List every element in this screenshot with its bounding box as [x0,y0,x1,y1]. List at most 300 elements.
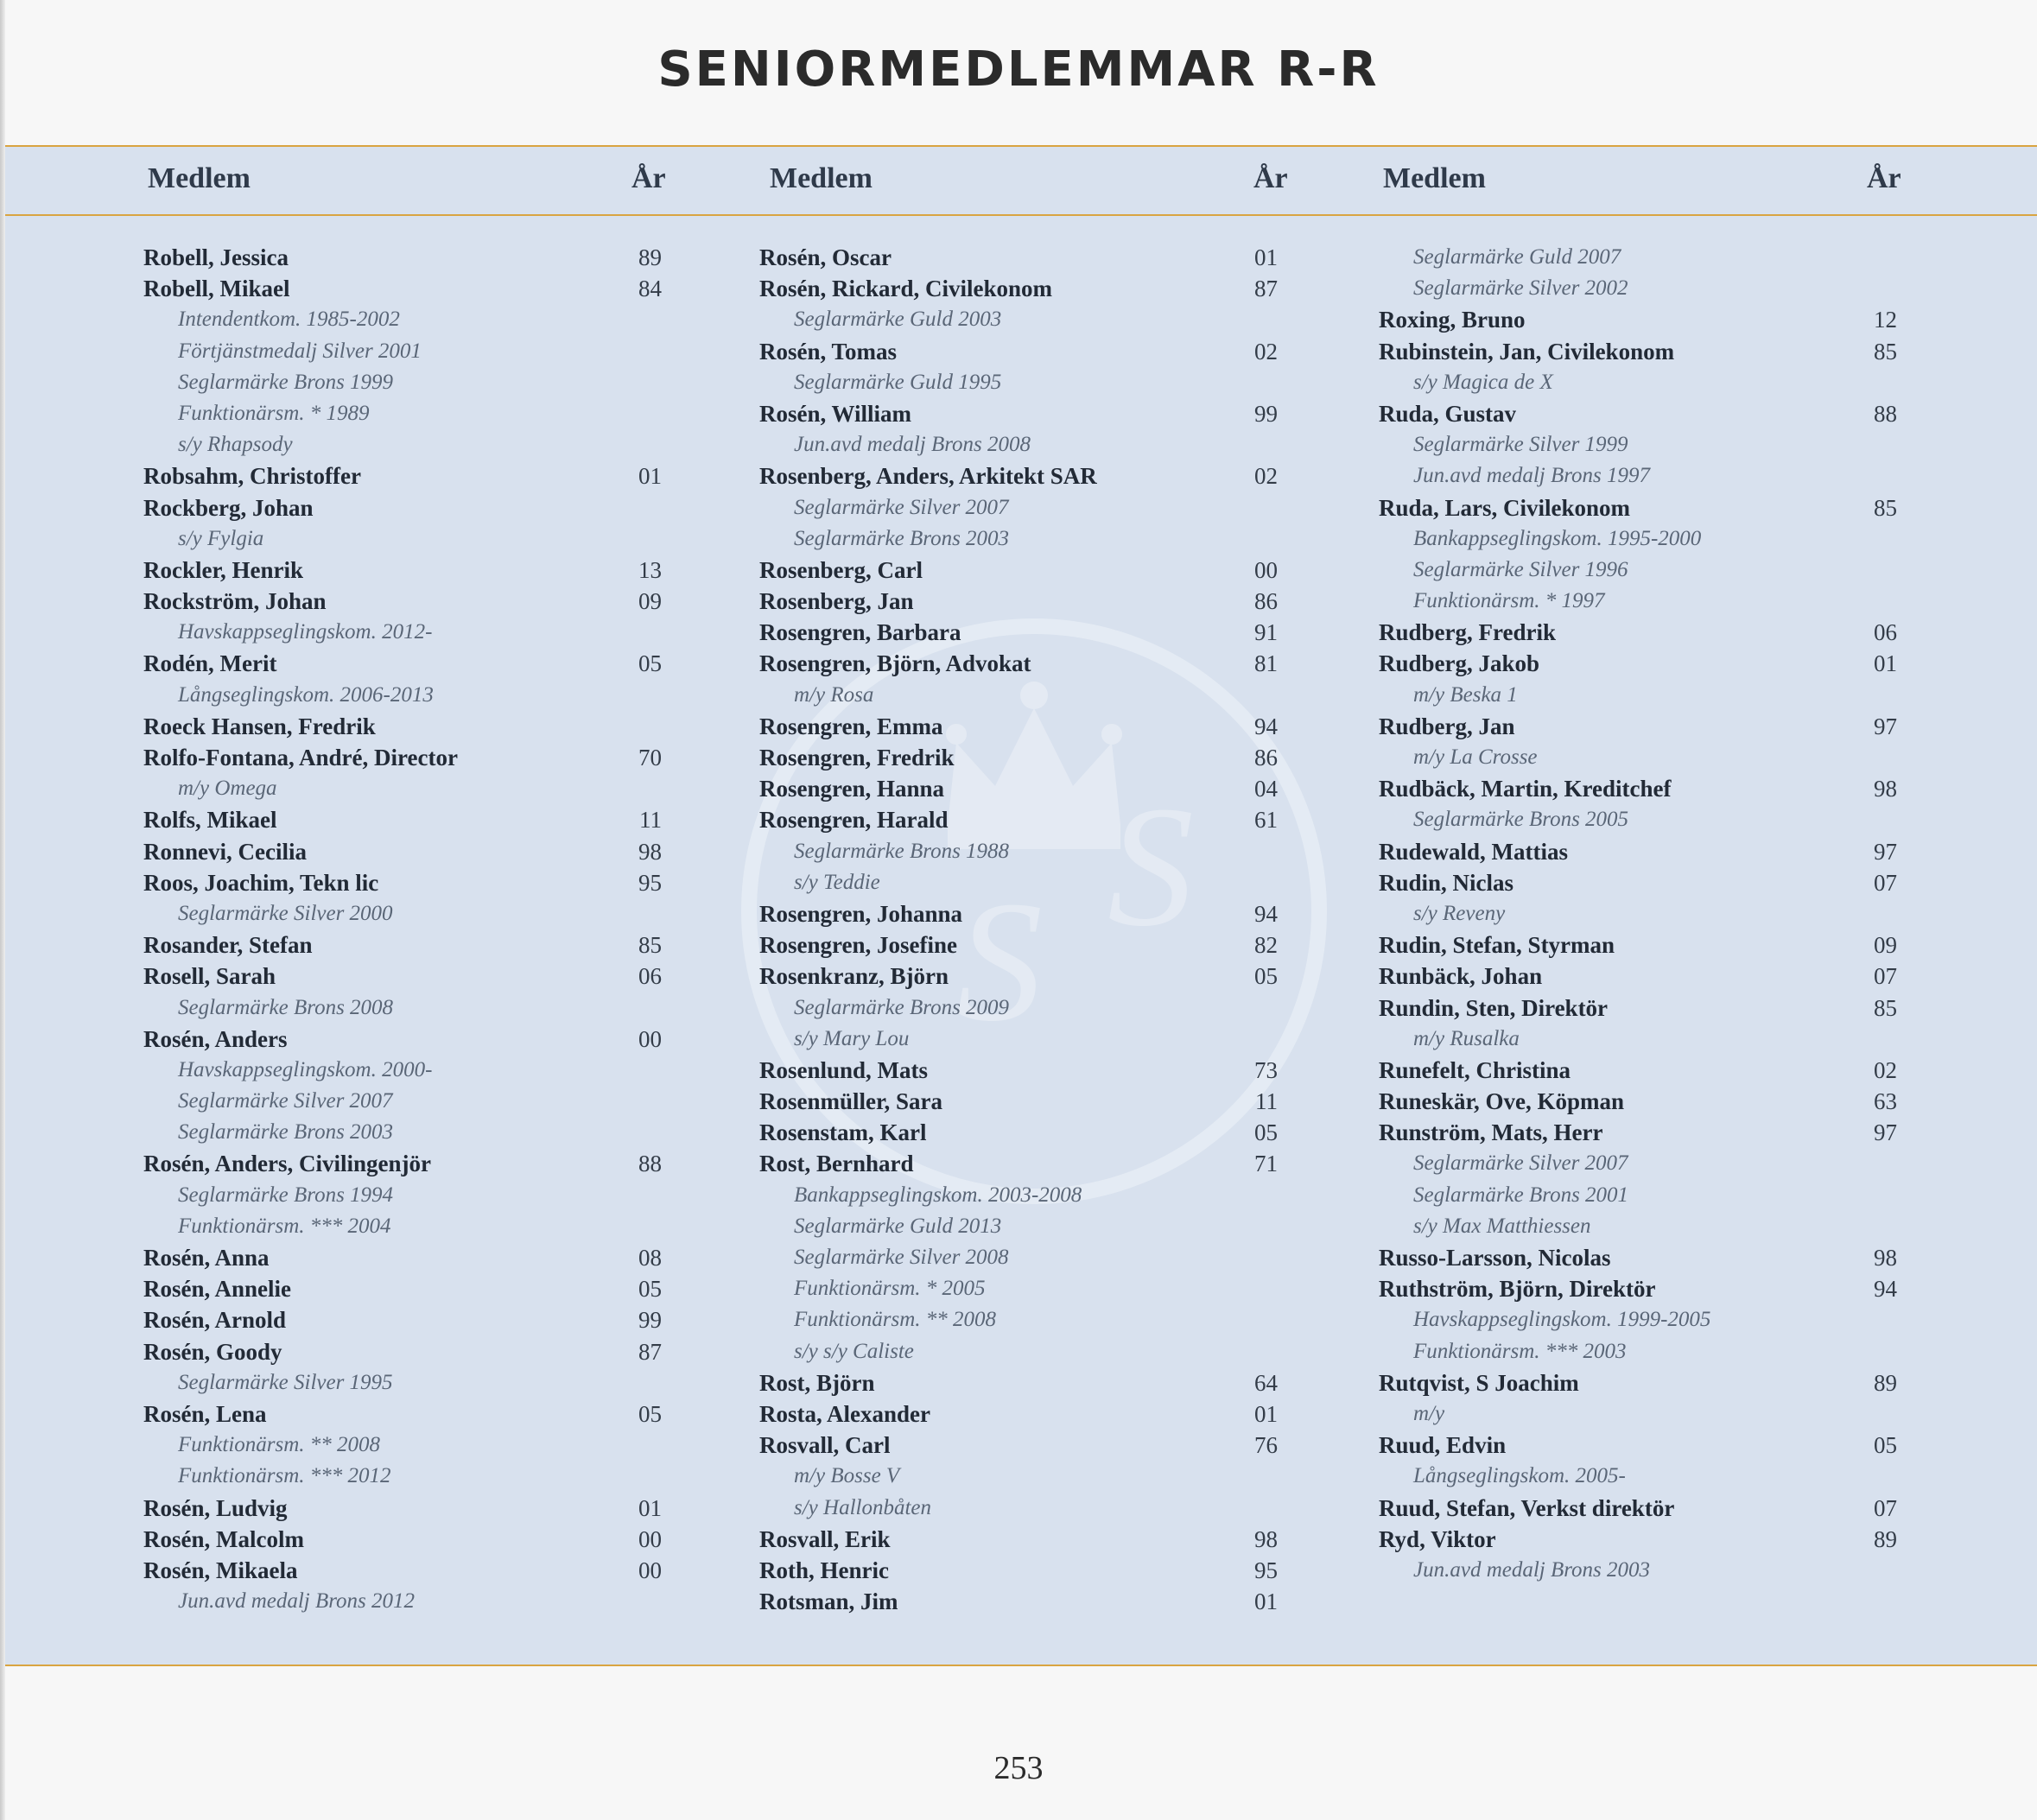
member-year: 00 [638,1557,662,1583]
member-year: 87 [1254,276,1278,302]
member-row [1379,929,1897,961]
table-header [5,147,2037,216]
member-name: Rosén, Annelie [143,1276,292,1303]
member-detail: Seglarmärke Brons 1994 [178,1183,394,1207]
member-row [759,242,1278,273]
member-detail: m/y La Crosse [1413,745,1538,769]
member-detail: s/y Rhapsody [178,433,293,457]
member-name: Rosenlund, Mats [759,1056,929,1083]
member-name: Rosén, Tomas [759,338,898,365]
member-row [759,929,1278,961]
member-detail-row [759,1273,1278,1304]
member-year: 00 [1254,556,1278,583]
member-year: 85 [1874,994,1897,1021]
member-row [759,617,1278,648]
member-row [1379,492,1897,523]
member-detail: Seglarmärke Brons 1999 [178,370,394,394]
member-name: Ruud, Stefan, Verkst direktör [1379,1494,1675,1521]
member-row [759,1117,1278,1148]
member-detail-row [1379,586,1897,617]
member-detail: Bankappseglingskom. 2003-2008 [794,1183,1082,1207]
member-name: Runbäck, Johan [1379,963,1543,990]
member-name: Rosén, Anders [143,1025,288,1052]
member-row [759,1524,1278,1555]
member-year: 01 [1254,244,1278,270]
member-row [143,273,662,304]
member-year: 81 [1254,650,1278,677]
member-name: Rosén, Anders, Civilingenjör [143,1151,432,1177]
member-detail-row [1379,1304,1897,1335]
member-row [759,1055,1278,1086]
member-detail-row [1379,742,1897,773]
member-column-2 [759,242,1278,1617]
member-row [1379,867,1897,898]
member-detail-row [759,492,1278,523]
member-detail-row [759,523,1278,555]
member-year: 05 [1254,963,1278,990]
member-row [1379,1367,1897,1398]
member-row [759,1086,1278,1117]
member-row [759,1555,1278,1586]
member-year: 89 [1874,1369,1897,1396]
member-detail: Funktionärsm. * 2005 [794,1277,986,1301]
member-name: Rosén, Mikaela [143,1557,298,1583]
member-detail: m/y Omega [178,777,277,801]
member-detail-row [759,836,1278,867]
member-year: 11 [639,807,662,834]
member-row [759,460,1278,491]
member-detail: s/y Hallonbåten [794,1495,932,1519]
member-name: Rosander, Stefan [143,932,313,959]
member-detail: Seglarmärke Silver 1995 [178,1370,393,1394]
member-row [759,1586,1278,1617]
member-detail: Seglarmärke Brons 2001 [1413,1183,1629,1207]
member-year: 86 [1254,745,1278,770]
member-detail-row [143,1211,662,1242]
member-name: Rockström, Johan [143,588,327,615]
member-name: Rosenberg, Carl [759,556,923,583]
member-detail: Seglarmärke Silver 2007 [794,495,1009,519]
member-detail-row [1379,242,1897,273]
member-detail-row [1379,460,1897,491]
member-row [759,555,1278,586]
member-year: 09 [1874,932,1897,959]
member-year: 00 [638,1525,662,1552]
member-name: Rosén, Rickard, Civilekonom [759,276,1053,302]
member-name: Roth, Henric [759,1557,889,1583]
member-detail: Funktionärsm. *** 2004 [178,1214,391,1238]
member-row [1379,1242,1897,1273]
member-detail-row [759,1493,1278,1524]
member-detail-row [1379,1180,1897,1211]
member-detail: Seglarmärke Silver 2002 [1413,276,1628,301]
member-year: 06 [1874,619,1897,646]
member-name: Rosengren, Fredrik [759,745,955,770]
member-detail-row [1379,1024,1897,1055]
member-name: Russo-Larsson, Nicolas [1379,1245,1611,1271]
member-name: Rodén, Merit [143,650,277,677]
member-name: Rubinstein, Jan, Civilekonom [1379,338,1675,365]
member-row [1379,304,1897,335]
member-row [1379,398,1897,429]
member-row [143,867,662,898]
member-name: Rosvall, Erik [759,1525,891,1552]
member-detail: Seglarmärke Silver 1999 [1413,433,1628,457]
member-row [759,1148,1278,1179]
member-detail: Seglarmärke Guld 2003 [794,308,1002,332]
member-year: 88 [1874,400,1897,427]
member-row [143,586,662,617]
member-detail-row [759,1336,1278,1367]
member-name: Rost, Björn [759,1369,875,1396]
member-row [143,648,662,679]
member-detail: Seglarmärke Guld 1995 [794,370,1002,394]
member-detail: Långseglingskom. 2006-2013 [178,682,434,707]
member-name: Ruda, Gustav [1379,400,1517,427]
member-detail: Seglarmärke Brons 2008 [178,995,394,1019]
member-detail-row [143,617,662,648]
member-name: Rockler, Henrik [143,556,303,583]
member-year: 98 [638,838,662,865]
member-detail-row [1379,1148,1897,1179]
member-row [1379,961,1897,992]
member-name: Rosén, Arnold [143,1307,287,1334]
member-detail-row [143,336,662,367]
member-detail-row [143,367,662,398]
member-detail-row [759,867,1278,898]
member-detail-row [143,992,662,1024]
member-detail-row [759,1211,1278,1242]
member-detail: Seglarmärke Silver 1996 [1413,557,1628,581]
member-name: Robsahm, Christoffer [143,463,361,490]
member-row [1379,1117,1897,1148]
member-row [143,1555,662,1586]
member-detail-row [1379,1555,1897,1586]
member-detail: Intendentkom. 1985-2002 [178,308,400,332]
member-year: 94 [1254,713,1278,739]
member-name: Rosenkranz, Björn [759,963,949,990]
member-detail: Jun.avd medalj Brons 2003 [1413,1557,1651,1582]
member-row [759,898,1278,929]
member-row [1379,1493,1897,1524]
member-year: 84 [638,276,662,302]
member-row [759,336,1278,367]
member-row [1379,992,1897,1024]
member-detail-row [143,898,662,929]
member-year: 89 [638,244,662,270]
member-name: Rosén, Ludvig [143,1494,288,1521]
member-year: 09 [638,588,662,615]
header-year-col2: År [1253,162,1288,194]
member-row [1379,836,1897,867]
member-detail-row [143,1461,662,1492]
member-year: 98 [1874,776,1897,802]
member-name: Rosell, Sarah [143,963,276,990]
member-detail: m/y Bosse V [794,1464,900,1488]
member-row [1379,1086,1897,1117]
member-row [143,492,662,523]
member-year: 11 [1255,1088,1278,1115]
member-detail: Seglarmärke Brons 2005 [1413,808,1629,832]
member-name: Rosengren, Hanna [759,776,945,802]
member-year: 85 [638,932,662,959]
member-year: 82 [1254,932,1278,959]
member-name: Ruthström, Björn, Direktör [1379,1276,1656,1303]
member-detail: Jun.avd medalj Brons 2008 [794,433,1031,457]
member-detail: m/y Rosa [794,682,874,707]
member-detail-row [1379,1398,1897,1430]
member-detail: Jun.avd medalj Brons 2012 [178,1589,416,1614]
member-detail: Funktionärsm. ** 2008 [794,1308,997,1332]
member-name: Rutqvist, S Joachim [1379,1369,1579,1396]
member-row [143,242,662,273]
member-detail: Långseglingskom. 2005- [1413,1464,1626,1488]
member-year: 05 [1874,1432,1897,1459]
member-row [143,929,662,961]
member-row [143,836,662,867]
member-detail: Förtjänstmedalj Silver 2001 [178,339,422,363]
member-name: Roos, Joachim, Tekn lic [143,869,379,896]
member-name: Rosén, William [759,400,912,427]
member-detail-row [759,367,1278,398]
member-detail: s/y Teddie [794,870,880,894]
member-detail: s/y s/y Caliste [794,1339,914,1363]
member-detail: Seglarmärke Brons 2009 [794,995,1010,1019]
member-detail-row [759,1242,1278,1273]
header-year-col3: År [1867,162,1901,194]
member-name: Rudin, Stefan, Styrman [1379,932,1615,959]
member-name: Rosta, Alexander [759,1400,930,1427]
member-year: 94 [1874,1276,1897,1303]
member-detail: Seglarmärke Silver 2007 [178,1089,393,1113]
member-year: 64 [1254,1369,1278,1396]
member-column-3 [1379,242,1897,1586]
member-year: 85 [1874,494,1897,521]
member-detail: Seglarmärke Brons 2003 [794,526,1010,550]
header-member-col2: Medlem [770,162,873,194]
member-detail-row [143,1586,662,1617]
member-detail: Seglarmärke Silver 2007 [1413,1151,1628,1176]
member-detail-row [143,1086,662,1117]
member-year: 02 [1254,338,1278,365]
member-year: 99 [638,1307,662,1334]
member-row [143,1242,662,1273]
member-row [1379,1430,1897,1461]
member-detail-row [759,680,1278,711]
member-name: Rolfo-Fontana, André, Director [143,745,458,770]
member-year: 89 [1874,1525,1897,1552]
member-year: 98 [1874,1245,1897,1271]
member-year: 01 [1874,650,1897,677]
member-detail-row [143,1430,662,1461]
member-name: Rudbäck, Martin, Kreditchef [1379,776,1672,802]
member-detail-row [1379,523,1897,555]
member-detail-row [143,429,662,460]
member-year: 94 [1254,900,1278,927]
member-detail: Funktionärsm. * 1989 [178,401,370,425]
member-row [143,742,662,773]
page-number: 253 [993,1750,1044,1786]
member-name: Rundin, Sten, Direktör [1379,994,1609,1021]
member-name: Rosenberg, Anders, Arkitekt SAR [759,463,1097,490]
member-name: Ruda, Lars, Civilekonom [1379,494,1631,521]
member-detail-row [143,1117,662,1148]
member-detail: Havskappseglingskom. 2000- [178,1057,433,1081]
member-row [1379,1273,1897,1304]
member-detail: Seglarmärke Brons 1988 [794,839,1010,863]
member-row [143,1336,662,1367]
member-year: 00 [638,1025,662,1052]
member-row [143,1148,662,1179]
member-year: 01 [638,1494,662,1521]
member-name: Ryd, Viktor [1379,1525,1496,1552]
member-name: Rudewald, Mattias [1379,838,1569,865]
member-detail-row [759,429,1278,460]
header-year-col1: År [631,162,666,194]
member-name: Rolfs, Mikael [143,807,277,834]
member-name: Rosengren, Harald [759,807,949,834]
member-row [759,1430,1278,1461]
member-row [759,273,1278,304]
member-row [759,773,1278,804]
member-row [143,1273,662,1304]
page-title: SENIORMEDLEMMAR R-R [657,41,1380,98]
member-year: 61 [1254,807,1278,834]
member-name: Rotsman, Jim [759,1589,898,1615]
member-row [1379,711,1897,742]
member-name: Ronnevi, Cecilia [143,838,307,865]
member-row [759,804,1278,835]
member-year: 70 [638,745,662,770]
member-row [759,1367,1278,1398]
member-year: 73 [1254,1056,1278,1083]
member-row [143,460,662,491]
member-year: 08 [638,1245,662,1271]
member-name: Rosengren, Emma [759,713,943,739]
member-name: Rudberg, Jan [1379,713,1515,739]
member-year: 86 [1254,588,1278,615]
member-row [759,961,1278,992]
member-row [1379,336,1897,367]
member-detail-row [1379,555,1897,586]
member-detail-row [1379,898,1897,929]
member-year: 99 [1254,400,1278,427]
member-name: Rudberg, Jakob [1379,650,1540,677]
member-detail: Funktionärsm. ** 2008 [178,1433,381,1457]
member-name: Runefelt, Christina [1379,1056,1571,1083]
member-name: Rosengren, Björn, Advokat [759,650,1031,677]
member-year: 95 [638,869,662,896]
member-year: 12 [1874,307,1897,333]
member-detail-row [759,992,1278,1024]
member-year: 13 [638,556,662,583]
header-member-col1: Medlem [148,162,251,194]
member-row [759,586,1278,617]
member-row [759,648,1278,679]
member-name: Rockberg, Johan [143,494,314,521]
member-name: Rost, Bernhard [759,1151,914,1177]
member-row [143,1524,662,1555]
member-name: Rosenmüller, Sara [759,1088,943,1115]
member-name: Rosén, Oscar [759,244,892,270]
member-detail: Seglarmärke Brons 2003 [178,1120,394,1145]
member-detail: Jun.avd medalj Brons 1997 [1413,464,1651,488]
member-detail: s/y Magica de X [1413,370,1553,394]
member-detail-row [759,1461,1278,1492]
member-name: Rosén, Lena [143,1400,267,1427]
member-detail: m/y Beska 1 [1413,682,1518,707]
member-detail: Funktionärsm. *** 2012 [178,1464,391,1488]
member-detail-row [1379,273,1897,304]
member-detail-row [143,523,662,555]
member-year: 87 [638,1338,662,1365]
member-detail-row [143,398,662,429]
member-row [143,1024,662,1055]
member-detail: s/y Reveny [1413,901,1506,925]
member-detail-row [1379,1461,1897,1492]
member-detail-row [143,680,662,711]
member-row [143,1398,662,1430]
member-row [1379,773,1897,804]
member-name: Rosengren, Johanna [759,900,963,927]
member-table-panel [5,145,2037,1666]
member-detail-row [759,1304,1278,1335]
member-detail: s/y Max Matthiessen [1413,1214,1591,1238]
member-detail-row [1379,680,1897,711]
member-name: Rudin, Niclas [1379,869,1514,896]
member-year: 02 [1254,463,1278,490]
member-detail-row [143,773,662,804]
member-detail-row [1379,804,1897,835]
member-name: Rosenstam, Karl [759,1119,927,1146]
member-year: 06 [638,963,662,990]
member-detail: s/y Mary Lou [794,1026,910,1050]
member-year: 05 [638,1400,662,1427]
member-detail: Funktionärsm. *** 2003 [1413,1339,1627,1363]
member-year: 91 [1254,619,1278,646]
member-detail: m/y Rusalka [1413,1026,1520,1050]
member-year: 97 [1874,838,1897,865]
member-row [759,742,1278,773]
member-name: Rosén, Anna [143,1245,270,1271]
watermark-letter-2: S [1107,771,1194,962]
member-detail-row [1379,367,1897,398]
member-detail: Funktionärsm. * 1997 [1413,589,1605,613]
member-name: Rosengren, Barbara [759,619,961,646]
member-year: 05 [1254,1119,1278,1146]
member-detail-row [143,1367,662,1398]
member-detail: Havskappseglingskom. 1999-2005 [1413,1308,1711,1332]
member-name: Rosén, Goody [143,1338,282,1365]
member-year: 76 [1254,1432,1278,1459]
member-detail: s/y Fylgia [178,526,264,550]
member-name: Runeskär, Ove, Köpman [1379,1088,1625,1115]
member-year: 97 [1874,1119,1897,1146]
member-row [143,555,662,586]
member-detail: Seglarmärke Silver 2000 [178,901,393,925]
member-name: Rosengren, Josefine [759,932,957,959]
member-name: Robell, Jessica [143,244,289,270]
member-row [143,711,662,742]
member-name: Rosvall, Carl [759,1432,891,1459]
member-year: 04 [1254,776,1278,802]
member-year: 02 [1874,1056,1897,1083]
member-row [759,711,1278,742]
member-year: 71 [1254,1151,1278,1177]
member-year: 07 [1874,963,1897,990]
member-name: Runström, Mats, Herr [1379,1119,1603,1146]
member-row [143,1493,662,1524]
